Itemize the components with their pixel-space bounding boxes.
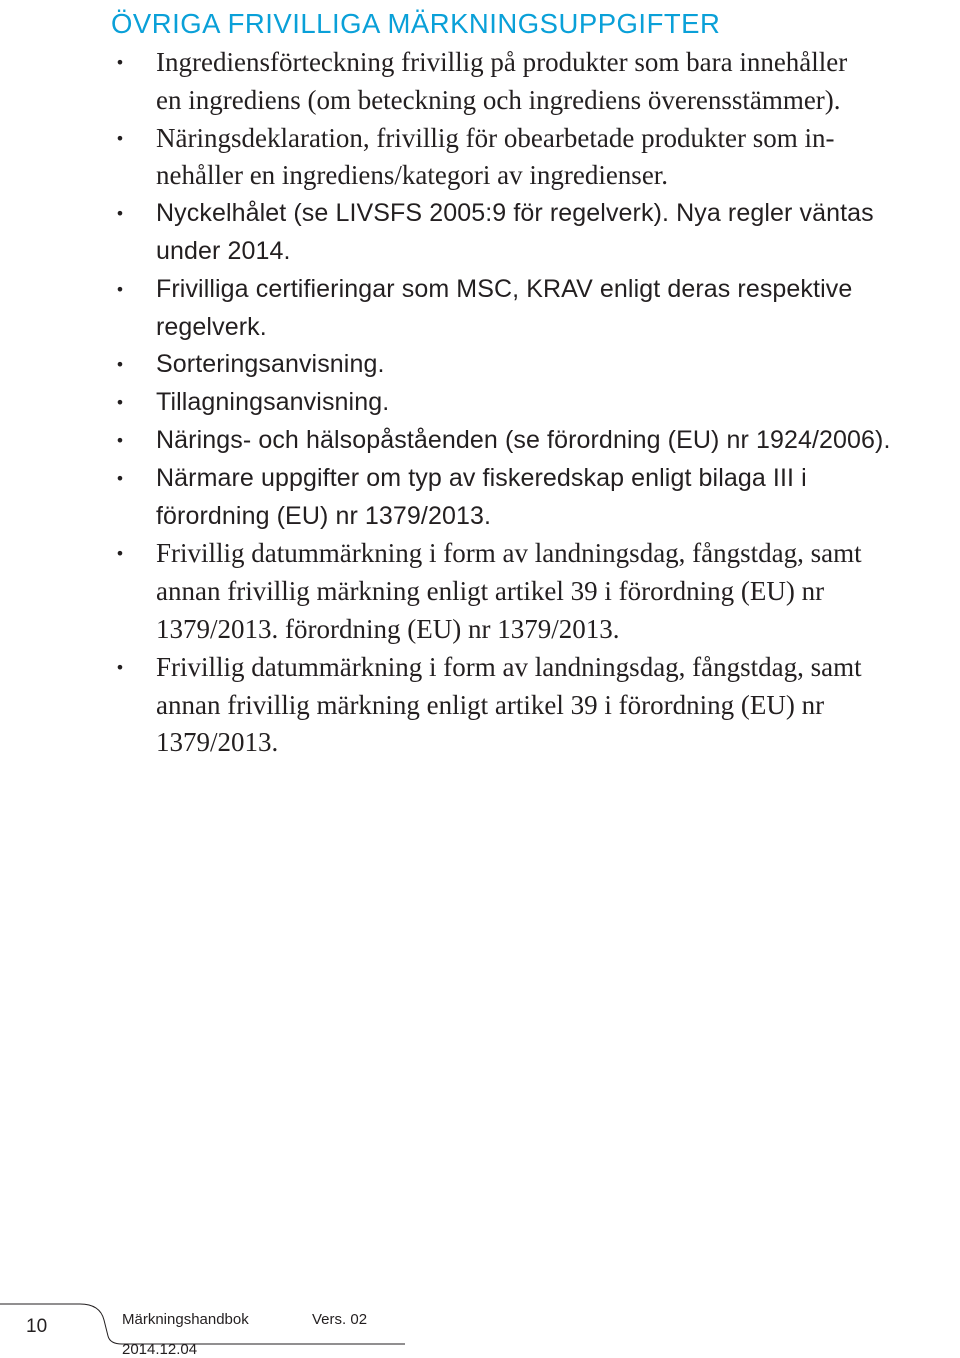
footer-version: Vers. 02 <box>312 1311 368 1328</box>
list-item-line: nehåller en ingrediens/kategori av ingredienser. <box>156 160 669 191</box>
list-item-line: annan frivillig märkning enligt artikel 39 i förordning (EU) nr <box>156 576 825 607</box>
list-item-line: en ingrediens (om beteckning och ingrediens överensstämmer). <box>156 84 841 115</box>
bullet-icon: • <box>115 393 125 413</box>
bullet-icon: • <box>115 53 125 72</box>
list-item-line: Näringsdeklaration, frivillig för obearbetade produkter som in- <box>156 122 835 153</box>
bullet-icon: • <box>115 657 125 677</box>
list-item-line: regelverk. <box>156 312 267 341</box>
list-item <box>110 120 940 196</box>
list-item-line: förordning (EU) nr 1379/2013. <box>156 501 492 530</box>
footer-title: Märkningshandbok <box>122 1311 249 1328</box>
list-item <box>110 346 940 384</box>
bullet-icon: • <box>115 279 125 299</box>
list-item-line: Frivillig datummärkning i form av landningsdag, fångstdag, samt <box>156 651 862 682</box>
list-item-line: Frivilliga certifieringar som MSC, KRAV enligt deras respektive <box>156 274 853 303</box>
list-item <box>110 422 940 460</box>
bullet-icon: • <box>115 430 125 450</box>
list-item <box>110 649 940 762</box>
list-item-line: annan frivillig märkning enligt artikel 39 i förordning (EU) nr <box>156 689 825 720</box>
list-item-line: Tillagningsanvisning. <box>156 388 390 417</box>
list-item <box>110 384 940 422</box>
bullet-list <box>110 44 940 762</box>
list-item-line: 1379/2013. <box>156 727 279 758</box>
bullet-icon: • <box>115 204 125 224</box>
list-item <box>110 460 940 536</box>
list-item <box>110 195 940 271</box>
list-item-line: Sorteringsanvisning. <box>156 350 385 379</box>
list-item-line: Närmare uppgifter om typ av fiskeredskap enligt bilaga III i <box>156 463 807 492</box>
list-item-line: Frivillig datummärkning i form av landningsdag, fångstdag, samt <box>156 538 862 569</box>
list-item-line: Närings- och hälsopåståenden (se förordning (EU) nr 1924/2006). <box>156 425 891 454</box>
bullet-icon: • <box>115 468 125 488</box>
list-item-line: Ingrediensförteckning frivillig på produkter som bara innehåller <box>156 47 848 77</box>
footer-date: 2014.12.04 <box>122 1341 198 1358</box>
list-item-line: under 2014. <box>156 236 291 265</box>
page-number: 10 <box>26 1316 48 1337</box>
list-item-line: Nyckelhålet (se LIVSFS 2005:9 för regelverk). Nya regler väntas <box>156 199 874 228</box>
section-heading: ÖVRIGA FRIVILLIGA MÄRKNINGSUPPGIFTER <box>111 8 721 39</box>
list-item <box>110 535 940 648</box>
bullet-icon: • <box>115 544 125 564</box>
list-item-line: 1379/2013. förordning (EU) nr 1379/2013. <box>156 613 620 644</box>
list-item <box>110 271 940 347</box>
bullet-icon: • <box>115 355 125 375</box>
bullet-icon: • <box>115 128 125 148</box>
list-item <box>110 44 940 120</box>
